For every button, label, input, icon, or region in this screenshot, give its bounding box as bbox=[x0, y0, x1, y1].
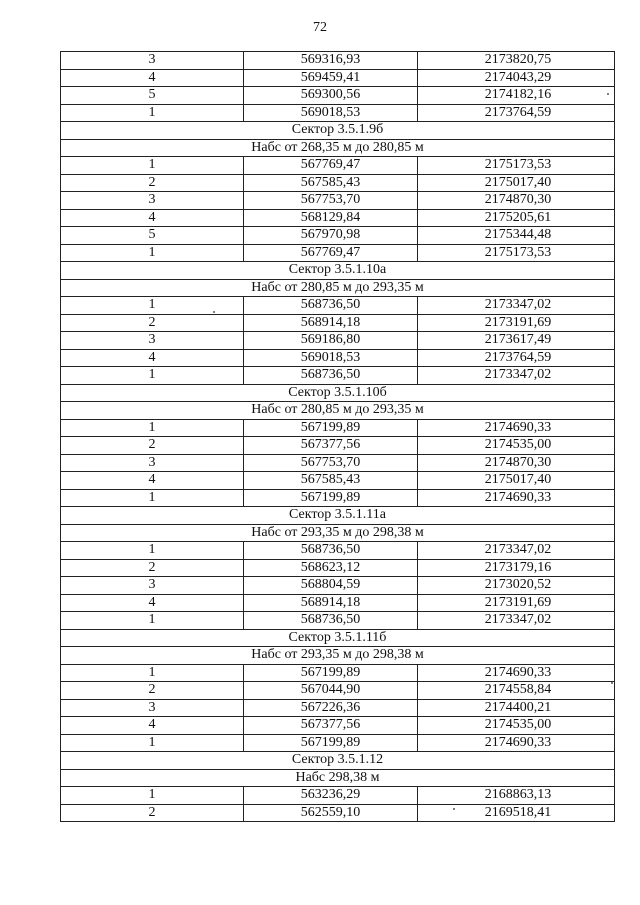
sector-title: Сектор 3.5.1.9б bbox=[61, 122, 615, 140]
table-row bbox=[61, 297, 615, 315]
point-number-cell: 4 bbox=[61, 717, 244, 735]
y-coordinate-value: 2173347,02 bbox=[484, 297, 552, 312]
point-number-cell: 4 bbox=[61, 349, 244, 367]
table-row bbox=[61, 244, 615, 262]
y-coordinate-cell bbox=[418, 157, 615, 175]
x-coordinate-cell: 567585,43 bbox=[244, 472, 418, 490]
table-row bbox=[61, 699, 615, 717]
y-coordinate-cell bbox=[418, 349, 615, 367]
y-coordinate-cell bbox=[418, 314, 615, 332]
y-coordinate-value: 2175205,61 bbox=[484, 209, 552, 225]
height-range-row bbox=[61, 524, 615, 542]
y-coordinate-cell bbox=[418, 227, 615, 245]
point-number-cell: 3 bbox=[61, 454, 244, 472]
sector-title: Сектор 3.5.1.10б bbox=[61, 384, 615, 402]
point-number-cell: 4 bbox=[61, 594, 244, 612]
x-coordinate-cell: 568129,84 bbox=[244, 209, 418, 227]
height-range-row bbox=[61, 279, 615, 297]
x-coordinate-cell: 569018,53 bbox=[244, 104, 418, 122]
table-row bbox=[61, 594, 615, 612]
x-coordinate-cell: 563236,29 bbox=[244, 787, 418, 805]
point-number-cell: 4 bbox=[61, 69, 244, 87]
table-row bbox=[61, 682, 615, 700]
y-coordinate-cell bbox=[418, 437, 615, 455]
x-coordinate-cell: 567199,89 bbox=[244, 734, 418, 752]
table-row bbox=[61, 349, 615, 367]
point-number-cell: 1 bbox=[61, 664, 244, 682]
y-coordinate-cell bbox=[418, 367, 615, 385]
height-range: Набс от 293,35 м до 298,38 м bbox=[61, 647, 615, 665]
table-row bbox=[61, 419, 615, 437]
y-coordinate-value: 2173020,52 bbox=[484, 577, 552, 592]
table-row bbox=[61, 717, 615, 735]
y-coordinate-cell bbox=[418, 332, 615, 350]
point-number-cell: 5 bbox=[61, 227, 244, 245]
x-coordinate-cell: 567044,90 bbox=[244, 682, 418, 700]
height-range-row bbox=[61, 402, 615, 420]
x-coordinate-cell: 569018,53 bbox=[244, 349, 418, 367]
point-number-cell: 3 bbox=[61, 192, 244, 210]
y-coordinate-value: 2173347,02 bbox=[484, 612, 552, 627]
x-coordinate-cell: 568736,50 bbox=[244, 542, 418, 560]
x-coordinate-cell: 567769,47 bbox=[244, 244, 418, 262]
point-number-cell: 3 bbox=[61, 577, 244, 595]
y-coordinate-cell bbox=[418, 682, 615, 700]
x-coordinate-cell: 568623,12 bbox=[244, 559, 418, 577]
x-coordinate-cell: 567377,56 bbox=[244, 437, 418, 455]
point-number-cell: 5 bbox=[61, 87, 244, 105]
x-coordinate-cell: 568914,18 bbox=[244, 594, 418, 612]
y-coordinate-value: 2174870,30 bbox=[484, 454, 552, 470]
y-coordinate-value: 2173347,02 bbox=[484, 367, 552, 382]
point-number-cell: 4 bbox=[61, 472, 244, 490]
x-coordinate-cell: 562559,10 bbox=[244, 804, 418, 822]
y-coordinate-value: 2173191,69 bbox=[484, 594, 552, 610]
sector-title: Сектор 3.5.1.12 bbox=[61, 752, 615, 770]
coordinates-table-body bbox=[61, 52, 615, 822]
table-row bbox=[61, 174, 615, 192]
x-coordinate-cell: 567585,43 bbox=[244, 174, 418, 192]
point-number-cell: 1 bbox=[61, 489, 244, 507]
y-coordinate-value: 2174870,30 bbox=[484, 192, 552, 207]
y-coordinate-value: 2168863,13 bbox=[484, 787, 552, 802]
x-coordinate-cell: 567199,89 bbox=[244, 489, 418, 507]
height-range: Набс 298,38 м bbox=[61, 769, 615, 787]
table-row bbox=[61, 542, 615, 560]
sector-title: Сектор 3.5.1.10а bbox=[61, 262, 615, 280]
table-row bbox=[61, 87, 615, 105]
sector-heading-row bbox=[61, 262, 615, 280]
x-coordinate-cell: 569316,93 bbox=[244, 52, 418, 70]
point-number-cell: 2 bbox=[61, 559, 244, 577]
point-number-cell: 2 bbox=[61, 804, 244, 822]
y-coordinate-cell bbox=[418, 734, 615, 752]
height-range-row bbox=[61, 769, 615, 787]
point-number-cell: 1 bbox=[61, 367, 244, 385]
y-coordinate-cell bbox=[418, 699, 615, 717]
point-number-cell: 4 bbox=[61, 209, 244, 227]
point-number-cell: 1 bbox=[61, 419, 244, 437]
point-number-cell: 1 bbox=[61, 104, 244, 122]
x-coordinate-cell: 567753,70 bbox=[244, 454, 418, 472]
y-coordinate-cell bbox=[418, 612, 615, 630]
scan-speck bbox=[607, 93, 609, 95]
y-coordinate-cell bbox=[418, 297, 615, 315]
y-coordinate-cell bbox=[418, 489, 615, 507]
y-coordinate-cell bbox=[418, 69, 615, 87]
table-row bbox=[61, 787, 615, 805]
y-coordinate-cell bbox=[418, 577, 615, 595]
y-coordinate-value: 2175173,53 bbox=[484, 244, 552, 260]
table-row bbox=[61, 157, 615, 175]
table-row bbox=[61, 489, 615, 507]
point-number-cell: 1 bbox=[61, 297, 244, 315]
y-coordinate-value: 2169518,41 bbox=[484, 804, 552, 820]
y-coordinate-value: 2174690,33 bbox=[484, 489, 552, 505]
point-number-cell: 1 bbox=[61, 157, 244, 175]
y-coordinate-cell bbox=[418, 454, 615, 472]
x-coordinate-cell: 568736,50 bbox=[244, 612, 418, 630]
y-coordinate-value: 2174535,00 bbox=[484, 437, 552, 452]
height-range: Набс от 293,35 м до 298,38 м bbox=[61, 524, 615, 542]
x-coordinate-cell: 567970,98 bbox=[244, 227, 418, 245]
y-coordinate-value: 2174535,00 bbox=[484, 717, 552, 732]
table-row bbox=[61, 314, 615, 332]
point-number-cell: 1 bbox=[61, 787, 244, 805]
y-coordinate-value: 2174690,33 bbox=[484, 734, 552, 750]
y-coordinate-cell bbox=[418, 87, 615, 105]
x-coordinate-cell: 568914,18 bbox=[244, 314, 418, 332]
y-coordinate-value: 2175173,53 bbox=[484, 157, 552, 172]
sector-title: Сектор 3.5.1.11б bbox=[61, 629, 615, 647]
height-range: Набс от 268,35 м до 280,85 м bbox=[61, 139, 615, 157]
point-number-cell: 2 bbox=[61, 437, 244, 455]
scan-speck bbox=[453, 808, 455, 810]
y-coordinate-cell bbox=[418, 594, 615, 612]
x-coordinate-cell: 567199,89 bbox=[244, 664, 418, 682]
y-coordinate-value: 2174400,21 bbox=[484, 699, 552, 715]
height-range-row bbox=[61, 139, 615, 157]
scan-speck bbox=[213, 311, 215, 313]
y-coordinate-cell bbox=[418, 104, 615, 122]
height-range: Набс от 280,85 м до 293,35 м bbox=[61, 402, 615, 420]
y-coordinate-cell bbox=[418, 192, 615, 210]
page-number: 72 bbox=[313, 20, 327, 35]
table-row bbox=[61, 559, 615, 577]
y-coordinate-value: 2173764,59 bbox=[484, 104, 552, 120]
table-row bbox=[61, 52, 615, 70]
table-row bbox=[61, 437, 615, 455]
table-row bbox=[61, 192, 615, 210]
point-number-cell: 1 bbox=[61, 542, 244, 560]
table-row bbox=[61, 209, 615, 227]
y-coordinate-value: 2173179,16 bbox=[484, 559, 552, 575]
table-row bbox=[61, 472, 615, 490]
y-coordinate-cell bbox=[418, 664, 615, 682]
y-coordinate-cell bbox=[418, 804, 615, 822]
x-coordinate-cell: 568804,59 bbox=[244, 577, 418, 595]
coordinates-table bbox=[60, 51, 615, 822]
x-coordinate-cell: 567753,70 bbox=[244, 192, 418, 210]
y-coordinate-value: 2175017,40 bbox=[484, 174, 552, 190]
y-coordinate-value: 2175017,40 bbox=[484, 472, 552, 487]
table-row bbox=[61, 454, 615, 472]
sector-heading-row bbox=[61, 507, 615, 525]
y-coordinate-cell bbox=[418, 244, 615, 262]
y-coordinate-cell bbox=[418, 787, 615, 805]
point-number-cell: 1 bbox=[61, 734, 244, 752]
point-number-cell: 3 bbox=[61, 699, 244, 717]
table-row bbox=[61, 227, 615, 245]
y-coordinate-value: 2174182,16 bbox=[484, 87, 552, 102]
y-coordinate-value: 2173347,02 bbox=[484, 542, 552, 557]
point-number-cell: 2 bbox=[61, 682, 244, 700]
y-coordinate-value: 2173820,75 bbox=[484, 52, 552, 67]
y-coordinate-cell bbox=[418, 174, 615, 192]
table-row bbox=[61, 104, 615, 122]
sector-heading-row bbox=[61, 122, 615, 140]
table-row bbox=[61, 332, 615, 350]
table-row bbox=[61, 612, 615, 630]
point-number-cell: 3 bbox=[61, 332, 244, 350]
y-coordinate-value: 2174690,33 bbox=[484, 419, 552, 435]
x-coordinate-cell: 567377,56 bbox=[244, 717, 418, 735]
sector-heading-row bbox=[61, 629, 615, 647]
x-coordinate-cell: 567199,89 bbox=[244, 419, 418, 437]
sector-heading-row bbox=[61, 752, 615, 770]
x-coordinate-cell: 569300,56 bbox=[244, 87, 418, 105]
sector-title: Сектор 3.5.1.11а bbox=[61, 507, 615, 525]
table-row bbox=[61, 664, 615, 682]
table-row bbox=[61, 804, 615, 822]
point-number-cell: 3 bbox=[61, 52, 244, 70]
y-coordinate-value: 2174043,29 bbox=[484, 69, 552, 85]
y-coordinate-cell bbox=[418, 52, 615, 70]
y-coordinate-value: 2173617,49 bbox=[484, 332, 552, 347]
y-coordinate-cell bbox=[418, 542, 615, 560]
height-range-row bbox=[61, 647, 615, 665]
y-coordinate-cell bbox=[418, 472, 615, 490]
y-coordinate-cell bbox=[418, 419, 615, 437]
y-coordinate-cell bbox=[418, 717, 615, 735]
point-number-cell: 1 bbox=[61, 244, 244, 262]
y-coordinate-value: 2175344,48 bbox=[484, 227, 552, 242]
x-coordinate-cell: 568736,50 bbox=[244, 297, 418, 315]
y-coordinate-value: 2173191,69 bbox=[484, 314, 552, 330]
point-number-cell: 2 bbox=[61, 174, 244, 192]
y-coordinate-value: 2174690,33 bbox=[484, 664, 552, 680]
scan-speck bbox=[611, 682, 613, 684]
point-number-cell: 2 bbox=[61, 314, 244, 332]
x-coordinate-cell: 569186,80 bbox=[244, 332, 418, 350]
y-coordinate-value: 2174558,84 bbox=[484, 682, 552, 697]
height-range: Набс от 280,85 м до 293,35 м bbox=[61, 279, 615, 297]
y-coordinate-cell bbox=[418, 209, 615, 227]
x-coordinate-cell: 568736,50 bbox=[244, 367, 418, 385]
y-coordinate-value: 2173764,59 bbox=[484, 349, 552, 365]
table-row bbox=[61, 734, 615, 752]
point-number-cell: 1 bbox=[61, 612, 244, 630]
sector-heading-row bbox=[61, 384, 615, 402]
x-coordinate-cell: 567226,36 bbox=[244, 699, 418, 717]
table-row bbox=[61, 367, 615, 385]
x-coordinate-cell: 569459,41 bbox=[244, 69, 418, 87]
table-row bbox=[61, 69, 615, 87]
table-row bbox=[61, 577, 615, 595]
x-coordinate-cell: 567769,47 bbox=[244, 157, 418, 175]
y-coordinate-cell bbox=[418, 559, 615, 577]
